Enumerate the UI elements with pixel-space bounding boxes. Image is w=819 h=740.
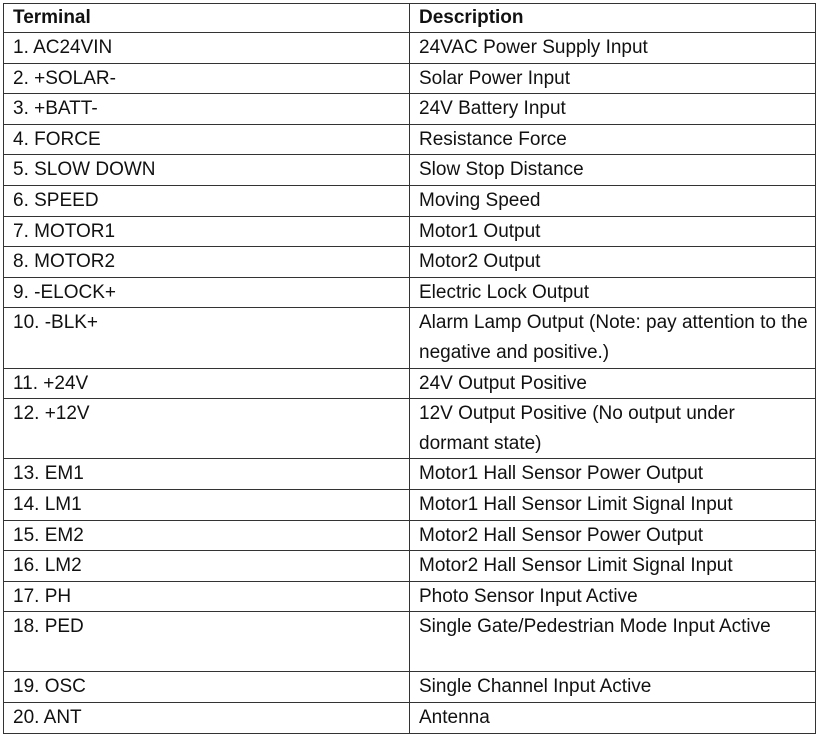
terminal-cell: 15. EM2: [4, 520, 410, 551]
description-cell: Motor2 Hall Sensor Power Output: [410, 520, 816, 551]
table-row: [4, 520, 816, 551]
table-row: [4, 33, 816, 64]
description-cell: Alarm Lamp Output (Note: pay attention to the negative and positive.): [410, 308, 816, 368]
header-terminal: Terminal: [4, 4, 410, 33]
terminal-cell: 10. -BLK+: [4, 308, 410, 368]
terminal-cell: 19. OSC: [4, 672, 410, 703]
description-cell: 24VAC Power Supply Input: [410, 33, 816, 64]
description-cell: Solar Power Input: [410, 63, 816, 94]
terminal-cell: 20. ANT: [4, 703, 410, 734]
table-row: [4, 308, 816, 368]
table-row: [4, 703, 816, 734]
header-description: Description: [410, 4, 816, 33]
description-cell: 24V Output Positive: [410, 368, 816, 399]
description-cell: Moving Speed: [410, 185, 816, 216]
table-row: [4, 368, 816, 399]
table-row: [4, 399, 816, 459]
terminal-cell: 1. AC24VIN: [4, 33, 410, 64]
table-row: [4, 124, 816, 155]
description-cell: Motor1 Output: [410, 216, 816, 247]
terminal-table-container: [3, 3, 816, 734]
description-cell: Photo Sensor Input Active: [410, 581, 816, 612]
table-row: [4, 489, 816, 520]
terminal-cell: 11. +24V: [4, 368, 410, 399]
table-row: [4, 459, 816, 490]
table-header-row: [4, 4, 816, 33]
table-row: [4, 63, 816, 94]
terminal-cell: 6. SPEED: [4, 185, 410, 216]
description-cell: Single Channel Input Active: [410, 672, 816, 703]
description-cell: Slow Stop Distance: [410, 155, 816, 186]
terminal-cell: 4. FORCE: [4, 124, 410, 155]
terminal-cell: 17. PH: [4, 581, 410, 612]
table-row: [4, 216, 816, 247]
description-cell: 12V Output Positive (No output under dormant state): [410, 399, 816, 459]
table-row: [4, 277, 816, 308]
table-row: [4, 612, 816, 672]
table-row: [4, 247, 816, 278]
terminal-cell: 3. +BATT-: [4, 94, 410, 125]
description-cell: Electric Lock Output: [410, 277, 816, 308]
terminal-cell: 12. +12V: [4, 399, 410, 459]
description-cell: Motor1 Hall Sensor Power Output: [410, 459, 816, 490]
table-row: [4, 94, 816, 125]
description-cell: Motor1 Hall Sensor Limit Signal Input: [410, 489, 816, 520]
terminal-cell: 18. PED: [4, 612, 410, 672]
table-row: [4, 185, 816, 216]
description-cell: 24V Battery Input: [410, 94, 816, 125]
terminal-cell: 2. +SOLAR-: [4, 63, 410, 94]
table-row: [4, 551, 816, 582]
terminal-cell: 7. MOTOR1: [4, 216, 410, 247]
table-body: [4, 33, 816, 734]
description-cell: Single Gate/Pedestrian Mode Input Active: [410, 612, 816, 672]
description-cell: Motor2 Hall Sensor Limit Signal Input: [410, 551, 816, 582]
description-cell: Antenna: [410, 703, 816, 734]
terminal-table: [3, 3, 816, 734]
table-row: [4, 581, 816, 612]
table-row: [4, 155, 816, 186]
terminal-cell: 8. MOTOR2: [4, 247, 410, 278]
table-row: [4, 672, 816, 703]
terminal-cell: 14. LM1: [4, 489, 410, 520]
terminal-cell: 9. -ELOCK+: [4, 277, 410, 308]
terminal-cell: 16. LM2: [4, 551, 410, 582]
terminal-cell: 13. EM1: [4, 459, 410, 490]
description-cell: Resistance Force: [410, 124, 816, 155]
description-cell: Motor2 Output: [410, 247, 816, 278]
terminal-cell: 5. SLOW DOWN: [4, 155, 410, 186]
